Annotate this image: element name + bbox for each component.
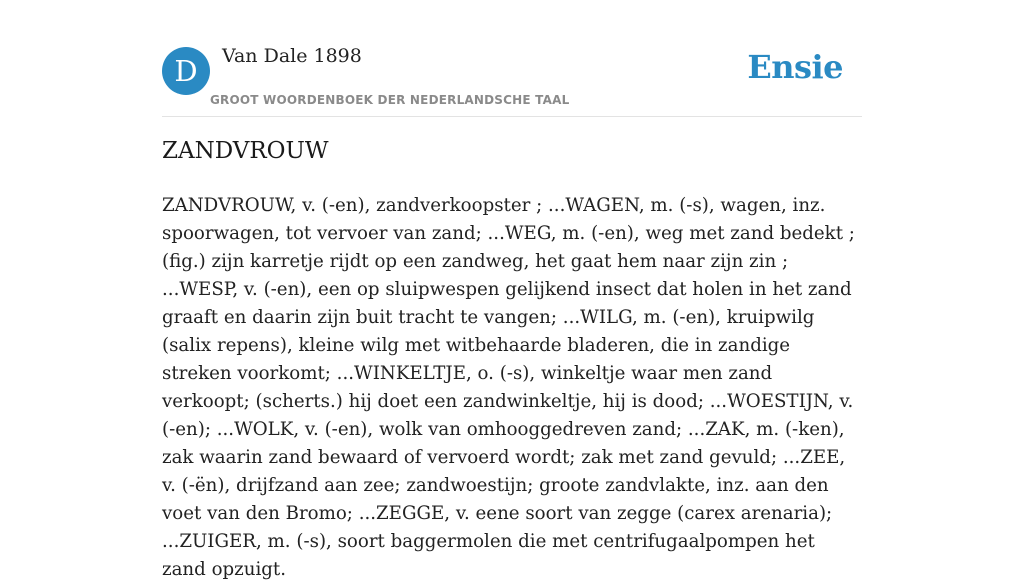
dictionary-title[interactable]: Van Dale 1898 <box>222 45 362 67</box>
entry-title: ZANDVROUW <box>162 138 329 164</box>
dictionary-subtitle: GROOT WOORDENBOEK DER NEDERLANDSCHE TAAL <box>210 93 570 107</box>
ensie-brand-logo[interactable]: Ensie <box>747 48 843 86</box>
content-container <box>162 0 862 580</box>
dictionary-logo-icon[interactable]: D <box>162 47 210 95</box>
entry-definition: ZANDVROUW, v. (-en), zandverkoopster ; ...WAGEN, m. (-s), wagen, inz. spoorwagen, tot vervoer van zand; ...WEG, m. (-en), weg met zand bedekt ; (fig.) zijn karretje rijdt op een zandweg, het gaat hem naar zijn zin ; ...WESP, v. (-en), een op sluipwespen gelijkend insect dat holen in het zand graaft en daarin zijn buit tracht te vangen; ...WILG, m. (-en), kruipwilg (salix repens), kleine wilg met witbehaarde bladeren, die in zandige streken voorkomt; ...WINKELTJE, o. (-s), winkeltje waar men zand verkoopt; (scherts.) hij doet een zandwinkeltje, hij is dood; ...WOESTIJN, v. (-en); ...WOLK, v. (-en), wolk van omhooggedreven zand; ...ZAK, m. (-ken), zak waarin zand bewaard of vervoerd wordt; zak met zand gevuld; ...ZEE, v. (-ën), drijfzand aan zee; zandwoestijn; groote zandvlakte, inz. aan den voet van den Bromo; ...ZEGGE, v. eene soort van zegge (carex arenaria); ...ZUIGER, m. (-s), soort baggermolen die met centrifugaalpompen het zand opzuigt. <box>162 195 855 580</box>
dictionary-header <box>162 0 862 117</box>
